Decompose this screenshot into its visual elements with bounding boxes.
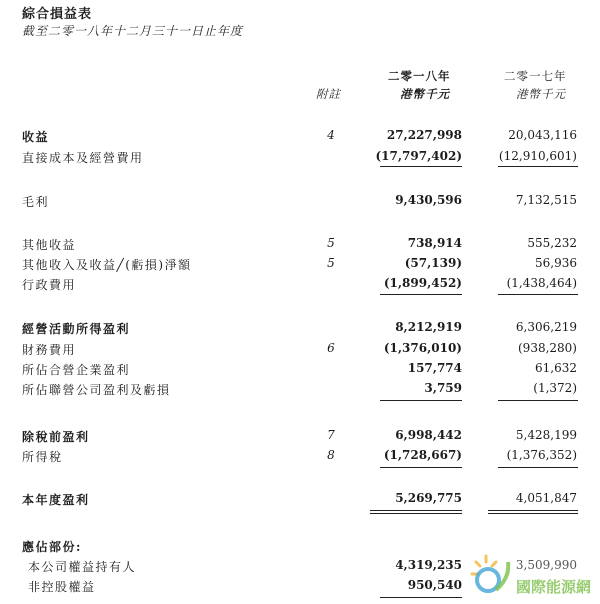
row-label: 收益: [22, 130, 50, 144]
value-2018: 738,914: [407, 236, 462, 250]
value-2017: 61,632: [535, 361, 577, 375]
row-share-associates: [0, 381, 600, 401]
row-note: 7: [327, 428, 335, 442]
row-label: 其他收益: [22, 238, 77, 252]
row-revenue: [0, 128, 600, 148]
value-2017: (12,910,601): [498, 149, 577, 163]
value-2018: 8,212,919: [395, 320, 462, 334]
value-2017: 7,132,515: [515, 193, 577, 207]
value-2018: (57,139): [404, 256, 462, 270]
row-gross-profit: [0, 193, 600, 213]
sun-logo-icon: [470, 548, 600, 600]
subtotal-line-2018: [380, 166, 462, 167]
row-profit-before-tax: [0, 428, 600, 448]
row-label: 毛利: [22, 195, 50, 209]
value-2017: 555,232: [527, 236, 577, 250]
value-2018: 4,319,235: [395, 558, 462, 572]
total-double-line-2018-b: [370, 513, 462, 514]
row-label: 所得稅: [22, 450, 63, 464]
row-other-revenue: [0, 236, 600, 256]
value-2018: (1,376,010): [383, 341, 462, 355]
value-2017: 56,936: [535, 256, 577, 270]
subtotal-line-2018: [380, 294, 462, 295]
subtotal-line-2017: [498, 294, 578, 295]
value-2017: 3,509,990: [515, 558, 577, 572]
subtotal-line-2018: [380, 400, 462, 401]
row-label: 非控股權益: [28, 580, 96, 594]
value-2017: (1,376,352): [506, 448, 577, 462]
subtotal-line-2018: [380, 467, 462, 468]
row-note: 5: [327, 256, 335, 270]
value-2017: (1,438,464): [506, 276, 577, 290]
value-2018: (17,797,402): [375, 149, 462, 163]
row-label: 除稅前盈利: [22, 430, 90, 444]
statement-title: 綜合損益表: [22, 7, 93, 22]
column-unit-2018: 港幣千元: [400, 87, 450, 101]
value-2018: (1,899,452): [383, 276, 462, 290]
subtotal-line-2018: [380, 597, 462, 598]
value-2018: 157,774: [407, 361, 462, 375]
watermark-logo: [470, 548, 600, 600]
svg-text:國際能源網: 國際能源網: [516, 578, 592, 596]
column-header-2018: 二零一八年: [388, 69, 451, 83]
value-2018: 6,998,442: [395, 428, 462, 442]
row-label: 本公司權益持有人: [28, 560, 137, 574]
value-2018: 950,540: [407, 578, 462, 592]
value-2018: 3,759: [424, 381, 462, 395]
row-label: 財務費用: [22, 343, 77, 357]
value-2017: 4,051,847: [515, 491, 577, 505]
row-note: 8: [327, 448, 335, 462]
value-2018: (1,728,667): [383, 448, 462, 462]
row-label: 經營活動所得盈利: [22, 322, 131, 336]
row-note: 4: [327, 128, 335, 142]
value-2018: 5,269,775: [395, 491, 462, 505]
column-header-2017: 二零一七年: [504, 69, 567, 83]
row-label: 行政費用: [22, 278, 77, 292]
row-profit-for-year: [0, 491, 600, 511]
statement-subtitle: 截至二零一八年十二月三十一日止年度: [22, 24, 244, 38]
value-2017: 6,306,219: [515, 320, 577, 334]
subtotal-line-2017: [498, 166, 578, 167]
row-label: 應佔部份:: [22, 540, 82, 554]
value-2018: 9,430,596: [395, 193, 462, 207]
row-income-tax: [0, 448, 600, 468]
value-2017: (938,280): [518, 341, 577, 355]
row-finance-costs: [0, 341, 600, 361]
subtotal-line-2017: [498, 467, 578, 468]
total-double-line-2017: [488, 510, 578, 511]
value-2018: 27,227,998: [386, 128, 462, 142]
row-share-jv: [0, 361, 600, 381]
value-2017: (1,372): [533, 381, 577, 395]
row-label: 直接成本及經營費用: [22, 151, 144, 165]
total-double-line-2018: [370, 510, 462, 511]
total-double-line-2017-b: [488, 513, 578, 514]
row-label: 本年度盈利: [22, 493, 90, 507]
value-2017: 5,428,199: [515, 428, 577, 442]
row-label: 其他收入及收益╱(虧損)淨額: [22, 258, 192, 272]
row-note: 5: [327, 236, 335, 250]
row-operating-profit: [0, 320, 600, 340]
row-note: 6: [327, 341, 335, 355]
value-2017: 20,043,116: [508, 128, 577, 142]
column-header-note: 附註: [316, 87, 341, 101]
row-label: 所佔聯營公司盈利及虧損: [22, 383, 171, 397]
row-admin-expenses: [0, 276, 600, 296]
row-label: 所佔合營企業盈利: [22, 363, 131, 377]
row-other-income: [0, 256, 600, 276]
column-unit-2017: 港幣千元: [516, 87, 566, 101]
subtotal-line-2017: [498, 400, 578, 401]
